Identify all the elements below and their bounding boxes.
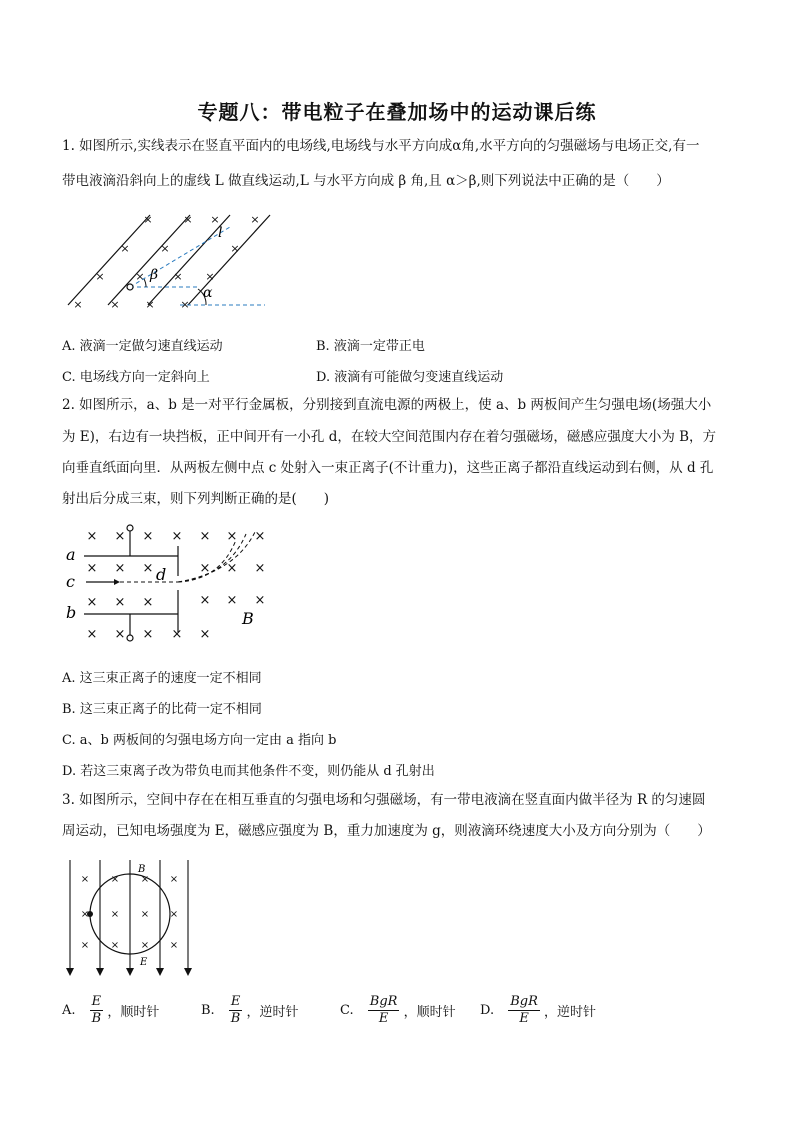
svg-text:×: ×	[226, 561, 238, 576]
svg-text:×: ×	[143, 213, 153, 226]
svg-text:×: ×	[140, 874, 150, 885]
svg-text:×: ×	[135, 270, 145, 283]
svg-text:×: ×	[180, 298, 190, 311]
q2-stem-line4: 射出后分成三束，则下列判断正确的是( )	[62, 491, 330, 507]
svg-text:×: ×	[80, 874, 90, 885]
q2-label-d: d	[156, 565, 167, 584]
svg-text:×: ×	[142, 529, 154, 544]
q3-option-a-denominator: B	[91, 1011, 102, 1026]
q1-option-d: D. 液滴有可能做匀变速直线运动	[316, 370, 504, 385]
q1-stem-line2: 带电液滴沿斜向上的虚线 L 做直线运动,L 与水平方向成 β 角,且 α＞β,则下列说法中正确的是（ ）	[62, 173, 670, 189]
svg-text:×: ×	[142, 595, 154, 610]
svg-text:×: ×	[142, 627, 154, 642]
q1-figure	[60, 205, 280, 315]
q3-stem-line1: 3. 如图所示，空间中存在在相互垂直的匀强电场和匀强磁场，有一带电液滴在竖直面内做半径为 R 的匀速圆	[62, 792, 706, 808]
svg-text:×: ×	[120, 242, 130, 255]
svg-text:×: ×	[230, 242, 240, 255]
svg-text:×: ×	[145, 298, 155, 311]
svg-text:×: ×	[114, 561, 126, 576]
svg-text:×: ×	[110, 940, 120, 951]
q1-label-l: l	[218, 225, 223, 241]
q3-option-d-numerator: BgR	[510, 994, 538, 1009]
q1-option-a: A. 液滴一定做匀速直线运动	[62, 339, 223, 354]
svg-text:×: ×	[114, 627, 126, 642]
q3-option-b	[201, 994, 298, 1027]
svg-text:×: ×	[86, 595, 98, 610]
svg-text:×: ×	[183, 213, 193, 226]
page-title: 专题八：带电粒子在叠加场中的运动课后练	[197, 100, 597, 124]
q3-option-a	[62, 994, 159, 1027]
q3-option-b-direction: ，逆时针	[246, 1005, 299, 1020]
q3-option-c	[340, 994, 456, 1027]
q2-option-c: C. a、b 两板间的匀强电场方向一定由 a 指向 b	[62, 733, 337, 748]
q3-option-a-fraction	[90, 994, 104, 1027]
svg-text:×: ×	[205, 270, 215, 283]
q1-stem-line1: 1. 如图所示,实线表示在竖直平面内的电场线,电场线与水平方向成α角,水平方向的匀强磁场与电场正交,有一	[62, 138, 700, 154]
q3-option-a-numerator: E	[91, 994, 102, 1009]
q3-stem-line2: 周运动，已知电场强度为 E，磁感应强度为 B，重力加速度为 g，则液滴环绕速度大小及方向分别为（ ）	[62, 823, 711, 839]
q1-option-b: B. 液滴一定带正电	[316, 339, 425, 354]
svg-text:×: ×	[199, 561, 211, 576]
q3-figure	[60, 858, 195, 980]
q2-option-b: B. 这三束正离子的比荷一定不相同	[62, 702, 262, 717]
q2-option-d: D. 若这三束离子改为带负电而其他条件不变，则仍能从 d 孔射出	[62, 764, 435, 779]
q1-label-beta: β	[150, 267, 159, 283]
q1-option-c: C. 电场线方向一定斜向上	[62, 370, 210, 385]
q2-label-b: b	[66, 603, 77, 622]
q2-figure	[60, 520, 280, 645]
q3-option-a-letter: A.	[62, 1003, 76, 1018]
svg-text:×: ×	[250, 213, 260, 226]
q3-option-c-letter: C.	[340, 1003, 354, 1018]
svg-text:×: ×	[80, 940, 90, 951]
q3-option-b-denominator: B	[230, 1011, 241, 1026]
svg-text:×: ×	[86, 529, 98, 544]
q2-label-a: a	[66, 545, 76, 564]
svg-text:×: ×	[226, 593, 238, 608]
q2-stem-line1: 2. 如图所示，a、b 是一对平行金属板，分别接到直流电源的两极上，使 a、b 两板间产生匀强电场(场强大小	[62, 397, 712, 413]
svg-text:×: ×	[140, 940, 150, 951]
q3-option-d-denominator: E	[519, 1011, 529, 1026]
q3-option-b-fraction	[229, 994, 243, 1027]
svg-text:×: ×	[140, 909, 150, 920]
q2-option-a: A. 这三束正离子的速度一定不相同	[62, 671, 262, 686]
svg-text:×: ×	[210, 213, 220, 226]
svg-text:×: ×	[160, 242, 170, 255]
svg-text:×: ×	[169, 909, 179, 920]
q3-option-d-direction: ，逆时针	[544, 1005, 597, 1020]
svg-text:×: ×	[171, 627, 183, 642]
q3-option-b-letter: B.	[201, 1003, 215, 1018]
svg-text:×: ×	[173, 270, 183, 283]
svg-text:×: ×	[110, 909, 120, 920]
svg-text:×: ×	[254, 561, 266, 576]
svg-text:×: ×	[86, 561, 98, 576]
q3-option-d-fraction	[508, 994, 540, 1027]
q3-label-b: B	[138, 864, 146, 875]
svg-text:×: ×	[110, 298, 120, 311]
q3-option-c-direction: ，顺时针	[403, 1005, 456, 1020]
svg-text:×: ×	[86, 627, 98, 642]
svg-text:×: ×	[199, 627, 211, 642]
q1-label-alpha: α	[203, 285, 213, 301]
q3-option-d	[480, 994, 596, 1027]
svg-text:×: ×	[199, 593, 211, 608]
svg-text:×: ×	[80, 909, 90, 920]
q3-option-b-numerator: E	[230, 994, 241, 1009]
q3-option-c-numerator: BgR	[369, 994, 398, 1009]
svg-text:×: ×	[254, 593, 266, 608]
q2-label-c: c	[66, 572, 75, 591]
svg-text:×: ×	[199, 529, 211, 544]
svg-text:×: ×	[110, 874, 120, 885]
svg-text:×: ×	[114, 595, 126, 610]
svg-text:×: ×	[114, 529, 126, 544]
q2-stem-line2: 为 E)，右边有一块挡板，正中间开有一小孔 d，在较大空间范围内存在着匀强磁场，磁感应强度大小为 B，方	[62, 429, 717, 445]
svg-text:×: ×	[171, 529, 183, 544]
svg-text:×: ×	[169, 874, 179, 885]
svg-text:×: ×	[226, 529, 238, 544]
q3-option-d-letter: D.	[480, 1003, 495, 1018]
q2-label-field-b: B	[242, 609, 254, 628]
q2-stem-line3: 向垂直纸面向里．从两板左侧中点 c 处射入一束正离子(不计重力)，这些正离子都沿直线运动到右侧，从 d 孔	[62, 460, 714, 476]
q3-option-a-direction: ，顺时针	[107, 1005, 160, 1020]
q3-label-e: E	[140, 957, 148, 968]
svg-text:×: ×	[169, 940, 179, 951]
svg-text:×: ×	[254, 529, 266, 544]
q3-option-c-fraction	[368, 994, 400, 1027]
q3-option-c-denominator: E	[378, 1011, 389, 1026]
svg-text:×: ×	[73, 298, 83, 311]
svg-text:×: ×	[95, 270, 105, 283]
svg-text:×: ×	[142, 561, 154, 576]
